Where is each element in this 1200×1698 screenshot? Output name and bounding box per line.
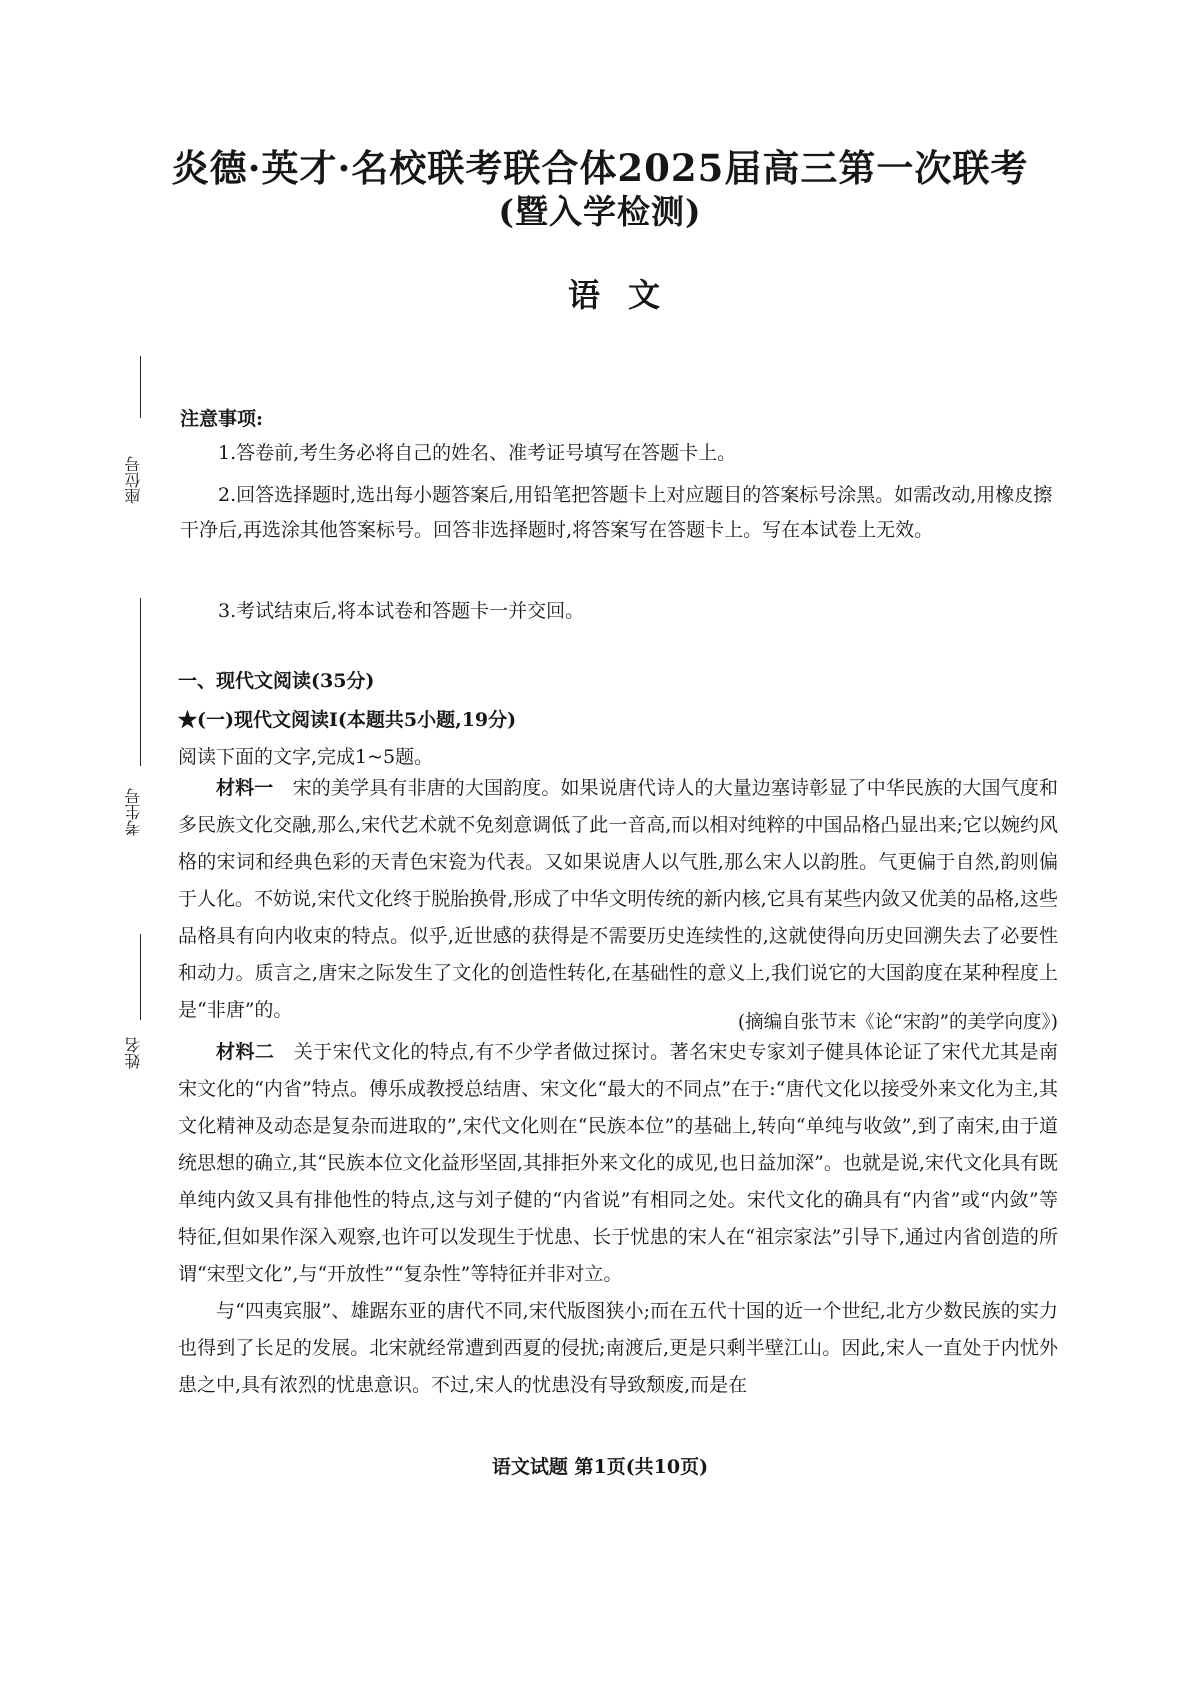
seat-line-top: [140, 356, 141, 418]
notice-item-1: 1.答卷前,考生务必将自己的姓名、准考证号填写在答题卡上。: [218, 442, 737, 464]
candidate-number-line[interactable]: [140, 598, 141, 766]
section-heading: 一、现代文阅读(35分): [178, 670, 375, 692]
material-2-label: 材料二: [216, 1041, 275, 1063]
exam-title: 炎德·英才·名校联考联合体2025届高三第一次联考: [171, 146, 1029, 190]
notice-heading: 注意事项:: [180, 408, 264, 430]
notice-item-2: 2.回答选择题时,选出每小题答案后,用铅笔把答题卡上对应题目的答案标号涂黑。如需改动,用橡皮擦干净后,再选涂其他答案标号。回答非选择题时,将答案写在答题卡上。写在本试卷上无效。: [180, 484, 1053, 541]
candidate-number-label: 考生号: [124, 788, 143, 836]
reading-instruction: 阅读下面的文字,完成1~5题。: [178, 746, 434, 768]
material-1-label: 材料一: [216, 777, 274, 799]
material-1: [178, 770, 1058, 1029]
material-1-source: (摘编自张节末《论“宋韵”的美学向度》): [737, 1012, 1058, 1033]
page-footer: 语文试题 第1页(共10页): [491, 1456, 709, 1478]
material-2: [178, 1034, 1058, 1404]
seat-number-label: 座位号: [124, 456, 143, 504]
subject-title: 语文: [567, 276, 688, 314]
material-2-text: 关于宋代文化的特点,有不少学者做过探讨。著名宋史专家刘子健具体论证了宋代尤其是南宋文化的“内省”特点。傅乐成教授总结唐、宋文化“最大的不同点”在于:“唐代文化以接受外来文化为主,其文化精神及动态是复杂而进取的”,宋代文化则在“民族本位”的基础上,转向“单纯与收敛”,到了南宋,由于道统思想的确立,其“民族本位文化益形坚固,其排拒外来文化的成见,也日益加深”。也就是说,宋代文化具有既单纯内敛又具有排他性的特点,这与刘子健的“内省说”有相同之处。宋代文化的确具有“内省”或“内敛”等特征,但如果作深入观察,也许可以发现生于忧患、长于忧患的宋人在“祖宗家法”引导下,通过内省创造的所谓“宋型文化”,与“开放性”“复杂性”等特征并非对立。: [178, 1041, 1058, 1285]
subsection-heading: ★(一)现代文阅读Ⅰ(本题共5小题,19分): [178, 709, 517, 731]
material-2-paragraph-2: 与“四夷宾服”、雄踞东亚的唐代不同,宋代版图狭小;而在五代十国的近一个世纪,北方少数民族的实力也得到了长足的发展。北宋就经常遭到西夏的侵扰;南渡后,更是只剩半壁江山。因此,宋人一直处于内忧外患之中,具有浓烈的忧患意识。不过,宋人的忧患没有导致颓废,而是在: [178, 1300, 1058, 1396]
material-1-text: 宋的美学具有非唐的大国韵度。如果说唐代诗人的大量边塞诗彰显了中华民族的大国气度和多民族文化交融,那么,宋代艺术就不免刻意调低了此一音高,而以相对纯粹的中国品格凸显出来;它以婉约风格的宋词和经典色彩的天青色宋瓷为代表。又如果说唐人以气胜,那么宋人以韵胜。气更偏于自然,韵则偏于人化。不妨说,宋代文化终于脱胎换骨,形成了中华文明传统的新内核,它具有某些内敛又优美的品格,这些品格具有向内收束的特点。似乎,近世感的获得是不需要历史连续性的,这就使得向历史回溯失去了必要性和动力。质言之,唐宋之际发生了文化的创造性转化,在基础性的意义上,我们说它的大国韵度在某种程度上是“非唐”的。: [178, 777, 1058, 1021]
exam-subtitle: (暨入学检测): [498, 192, 702, 231]
notice-item-3: 3.考试结束后,将本试卷和答题卡一并交回。: [218, 600, 585, 622]
name-label: 姓名: [124, 1037, 143, 1069]
name-line[interactable]: [140, 934, 141, 1020]
